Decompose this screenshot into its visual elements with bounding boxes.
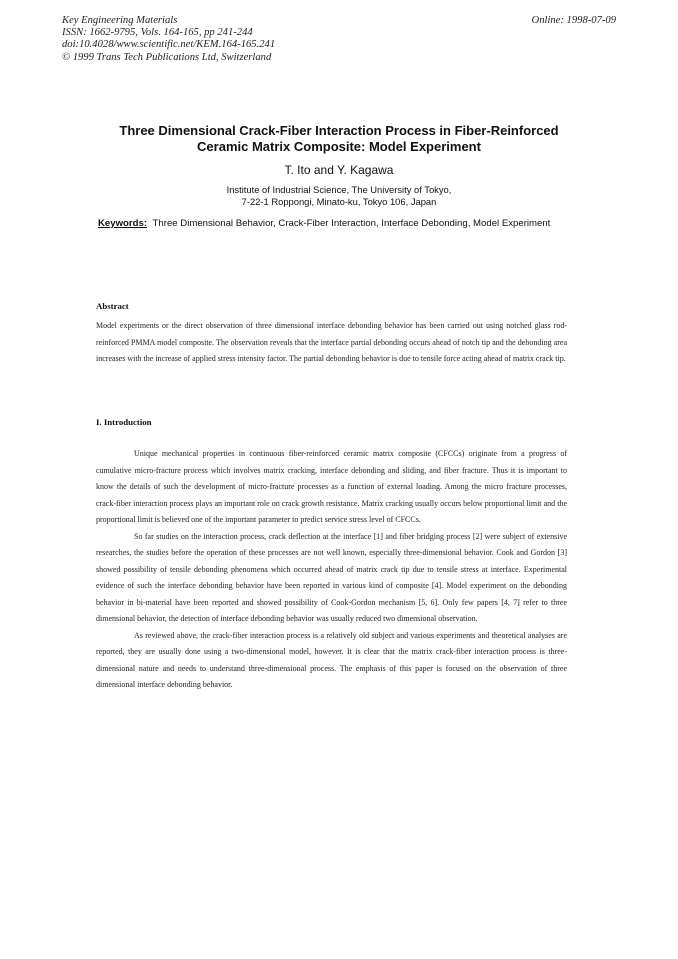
paper-title [80, 123, 598, 154]
doi-line: doi:10.4028/www.scientific.net/KEM.164-165.241 [62, 39, 276, 51]
intro-paragraph: As reviewed above, the crack-fiber interaction process is a relatively old subject and various experiments and theoretical analyses are reported, they are usually done using a two-dimensional model, however. It is clear that the matrix crack-fiber interaction process is three-dimensional nature and needs to understand three-dimensional process. The emphasis of this paper is focused on the observation of three dimensional interface debonding behavior. [96, 630, 567, 689]
journal-header [62, 15, 618, 64]
authors: T. Ito and Y. Kagawa [284, 163, 394, 177]
keywords-text: Three Dimensional Behavior, Crack-Fiber Interaction, Interface Debonding, Model Experiment [152, 218, 551, 229]
abstract-heading: Abstract [96, 301, 129, 311]
copyright-line: © 1999 Trans Tech Publications Ltd, Switzerland [62, 51, 272, 63]
introduction-heading: I. Introduction [96, 417, 152, 427]
journal-name: Key Engineering Materials [62, 15, 178, 26]
introduction-body [96, 446, 567, 694]
affiliation-line-1: Institute of Industrial Science, The University of Tokyo, [226, 184, 452, 195]
intro-paragraph: Unique mechanical properties in continuous fiber-reinforced ceramic matrix composite (CFCCs) originate from a progress of cumulative micro-fracture process which involves matrix cracking, interface debonding and sliding, and fiber fracture. Thus it is important to know the details of such the development of micro-fracture processes as a function of external loading. Among the micro fracture processes, crack-fiber interaction process plays an important role on crack growth resistance. Matrix cracking usually occurs below proportional limit and the proportional limit is believed one of the important parameter to predict service stress level of CFCCs. [96, 449, 567, 524]
affiliation-line-2: 7-22-1 Roppongi, Minato-ku, Tokyo 106, Japan [241, 195, 437, 207]
keywords-label: Keywords: [98, 218, 148, 229]
keywords [98, 218, 598, 230]
intro-paragraph: So far studies on the interaction process, crack deflection at the interface [1] and fiber bridging process [2] were subject of extensive researches, the studies before the operation of these processes are not well known, especially three-dimensional behavior. Cook and Gordon [3] showed possibility of tensile debonding phenomena which occurred ahead of matrix crack tip due to tensile stress at interface. Experimental evidence of such the interface debonding behavior have been reported in various kind of composite [4]. Model experiment on the debonding behavior in bi-material have been reported and showed possibility of Cook-Gordon mechanism [5, 6]. Only few papers [4, 7] refer to three dimensional behavior, the detection of interface debonding behavior was usually reduced two dimensional observation. [96, 531, 567, 623]
abstract-text: Model experiments or the direct observation of three dimensional interface debonding behavior has been carried out using notched glass rod-reinforced PMMA model composite. The observation reveals that the interface partial debonding occurs ahead of notch tip and the debonding area increases with the increase of applied stress intensity factor. The partial debonding behavior is due to tensile force acting ahead of matrix crack tip. [96, 321, 567, 363]
title-line-1: Three Dimensional Crack-Fiber Interaction Process in Fiber-Reinforced [119, 123, 559, 138]
online-date: Online: 1998-07-09 [531, 15, 616, 26]
title-line-2: Ceramic Matrix Composite: Model Experiment [197, 138, 481, 154]
affiliation [80, 184, 598, 207]
issn-line: ISSN: 1662-9795, Vols. 164-165, pp 241-244 [62, 27, 253, 39]
